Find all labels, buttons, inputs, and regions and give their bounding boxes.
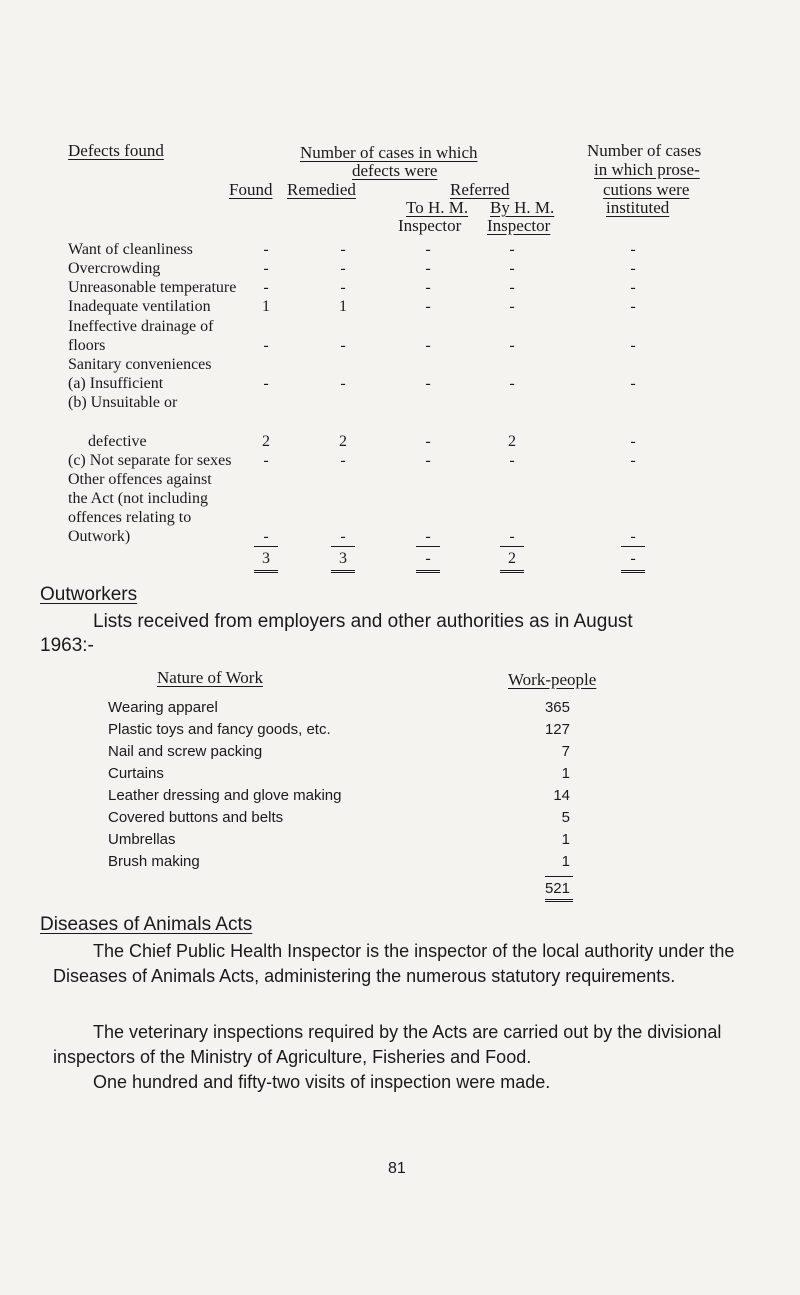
header-prosecutions-line3: cutions were	[603, 180, 690, 199]
header-by-hm-line1: By H. M.	[490, 198, 555, 217]
list-item-count: 1	[561, 853, 570, 870]
total-double-rule	[416, 570, 440, 573]
cell-to-hm: -	[425, 337, 431, 354]
total-rule	[416, 546, 440, 547]
row-label: Overcrowding	[68, 260, 161, 277]
total-remedied: 3	[339, 550, 347, 567]
cell-remedied: -	[340, 375, 346, 392]
total-rule	[500, 546, 524, 547]
total-double-rule	[254, 570, 278, 573]
cell-prosecutions: -	[630, 241, 636, 258]
cell-prosecutions: -	[630, 528, 636, 545]
total-rule	[331, 546, 355, 547]
cell-by-hm: -	[509, 375, 515, 392]
list-item-nature: Covered buttons and belts	[108, 809, 284, 826]
outworkers-total: 521	[544, 880, 570, 897]
total-rule	[545, 876, 573, 877]
list-item-nature: Brush making	[108, 853, 200, 870]
diseases-paragraph-2: The veterinary inspections required by the Acts are carried out by the divisional inspectors of the Ministry of Agriculture, Fisheries and Food.	[53, 1022, 722, 1067]
cell-found: -	[263, 241, 269, 258]
cell-by-hm: -	[509, 260, 515, 277]
cell-by-hm: -	[509, 528, 515, 545]
total-to-hm: -	[425, 550, 431, 567]
total-double-rule	[545, 899, 573, 902]
list-item-nature: Curtains	[108, 765, 164, 782]
row-label: Want of cleanliness	[68, 241, 193, 258]
header-prosecutions-line1: Number of cases	[587, 141, 702, 160]
row-label: Inadequate ventilation	[68, 298, 211, 315]
total-prosecutions: -	[630, 550, 636, 567]
outworkers-title: Outworkers	[40, 584, 138, 605]
list-item-count: 14	[553, 787, 570, 804]
cell-by-hm: -	[509, 279, 515, 296]
header-number-cases-line2: defects were	[352, 161, 438, 180]
outworkers-intro-line1: Lists received from employers and other authorities as in August	[93, 611, 633, 632]
list-item-count: 365	[544, 699, 570, 716]
cell-found: 2	[262, 433, 270, 450]
page-number: 81	[388, 1160, 406, 1177]
cell-prosecutions: -	[630, 279, 636, 296]
total-found: 3	[262, 550, 270, 567]
cell-prosecutions: -	[630, 337, 636, 354]
cell-prosecutions: -	[630, 375, 636, 392]
row-label-line2: defective	[88, 433, 147, 450]
list-item-nature: Leather dressing and glove making	[108, 787, 342, 804]
cell-to-hm: -	[425, 528, 431, 545]
list-item-count: 127	[544, 721, 570, 738]
cell-remedied: -	[340, 337, 346, 354]
cell-to-hm: -	[425, 452, 431, 469]
row-label-line2: the Act (not including	[68, 490, 208, 507]
list-item-count: 5	[561, 809, 570, 826]
header-by-hm-line2: Inspector	[487, 216, 551, 235]
cell-remedied: -	[340, 241, 346, 258]
outworkers-intro-line2: 1963:-	[40, 635, 94, 656]
cell-found: 1	[262, 298, 270, 315]
cell-to-hm: -	[425, 375, 431, 392]
diseases-paragraph-1: The Chief Public Health Inspector is the inspector of the local authority under the Diseases of Animals Acts, administering the numerous statutory requirements.	[53, 941, 735, 986]
list-item-nature: Plastic toys and fancy goods, etc.	[108, 721, 331, 738]
total-double-rule	[331, 570, 355, 573]
cell-by-hm: -	[509, 452, 515, 469]
cell-found: -	[263, 260, 269, 277]
row-label-line1: Other offences against	[68, 471, 212, 488]
cell-remedied: -	[340, 260, 346, 277]
cell-found: -	[263, 452, 269, 469]
cell-by-hm: -	[509, 337, 515, 354]
row-label-line3: offences relating to	[68, 509, 192, 526]
row-label-line1: Ineffective drainage of	[68, 318, 214, 335]
list-item-nature: Nail and screw packing	[108, 743, 263, 760]
cell-to-hm: -	[425, 260, 431, 277]
cell-remedied: -	[340, 279, 346, 296]
list-item-nature: Umbrellas	[108, 831, 176, 848]
row-label: Sanitary conveniences	[68, 356, 212, 373]
cell-by-hm: 2	[508, 433, 516, 450]
header-prosecutions-line4: instituted	[606, 198, 670, 217]
list-item-count: 1	[561, 831, 570, 848]
cell-to-hm: -	[425, 298, 431, 315]
header-referred: Referred	[450, 180, 510, 199]
header-work-people: Work-people	[508, 670, 597, 689]
cell-found: -	[263, 528, 269, 545]
row-label: Unreasonable temperature	[68, 279, 237, 296]
total-rule	[621, 546, 645, 547]
list-item-nature: Wearing apparel	[108, 699, 218, 716]
cell-found: -	[263, 337, 269, 354]
cell-remedied: 1	[339, 298, 347, 315]
cell-prosecutions: -	[630, 260, 636, 277]
cell-prosecutions: -	[630, 298, 636, 315]
cell-by-hm: -	[509, 241, 515, 258]
cell-prosecutions: -	[630, 433, 636, 450]
list-item-count: 1	[561, 765, 570, 782]
total-by-hm: 2	[508, 550, 516, 567]
header-remedied: Remedied	[287, 180, 356, 199]
header-defects-found: Defects found	[68, 141, 164, 160]
row-label-line1: (b) Unsuitable or	[68, 394, 178, 411]
header-to-hm-line2: Inspector	[398, 216, 462, 235]
cell-found: -	[263, 375, 269, 392]
row-label: (a) Insufficient	[68, 375, 164, 392]
row-label-line2: floors	[68, 337, 106, 354]
diseases-title: Diseases of Animals Acts	[40, 914, 253, 935]
row-label-line4: Outwork)	[68, 528, 131, 545]
cell-by-hm: -	[509, 298, 515, 315]
cell-to-hm: -	[425, 279, 431, 296]
cell-remedied: 2	[339, 433, 347, 450]
total-double-rule	[500, 570, 524, 573]
header-to-hm-line1: To H. M.	[406, 198, 469, 217]
diseases-paragraph-3: One hundred and fifty-two visits of inspection were made.	[93, 1072, 551, 1092]
cell-to-hm: -	[425, 433, 431, 450]
header-prosecutions-line2: in which prose-	[594, 160, 700, 179]
list-item-count: 7	[561, 743, 570, 760]
cell-remedied: -	[340, 528, 346, 545]
header-nature-of-work: Nature of Work	[157, 668, 263, 687]
total-rule	[254, 546, 278, 547]
total-double-rule	[621, 570, 645, 573]
header-number-cases-line1: Number of cases in which	[300, 143, 478, 162]
cell-to-hm: -	[425, 241, 431, 258]
cell-found: -	[263, 279, 269, 296]
cell-remedied: -	[340, 452, 346, 469]
header-found: Found	[229, 180, 273, 199]
row-label: (c) Not separate for sexes	[68, 452, 232, 469]
cell-prosecutions: -	[630, 452, 636, 469]
